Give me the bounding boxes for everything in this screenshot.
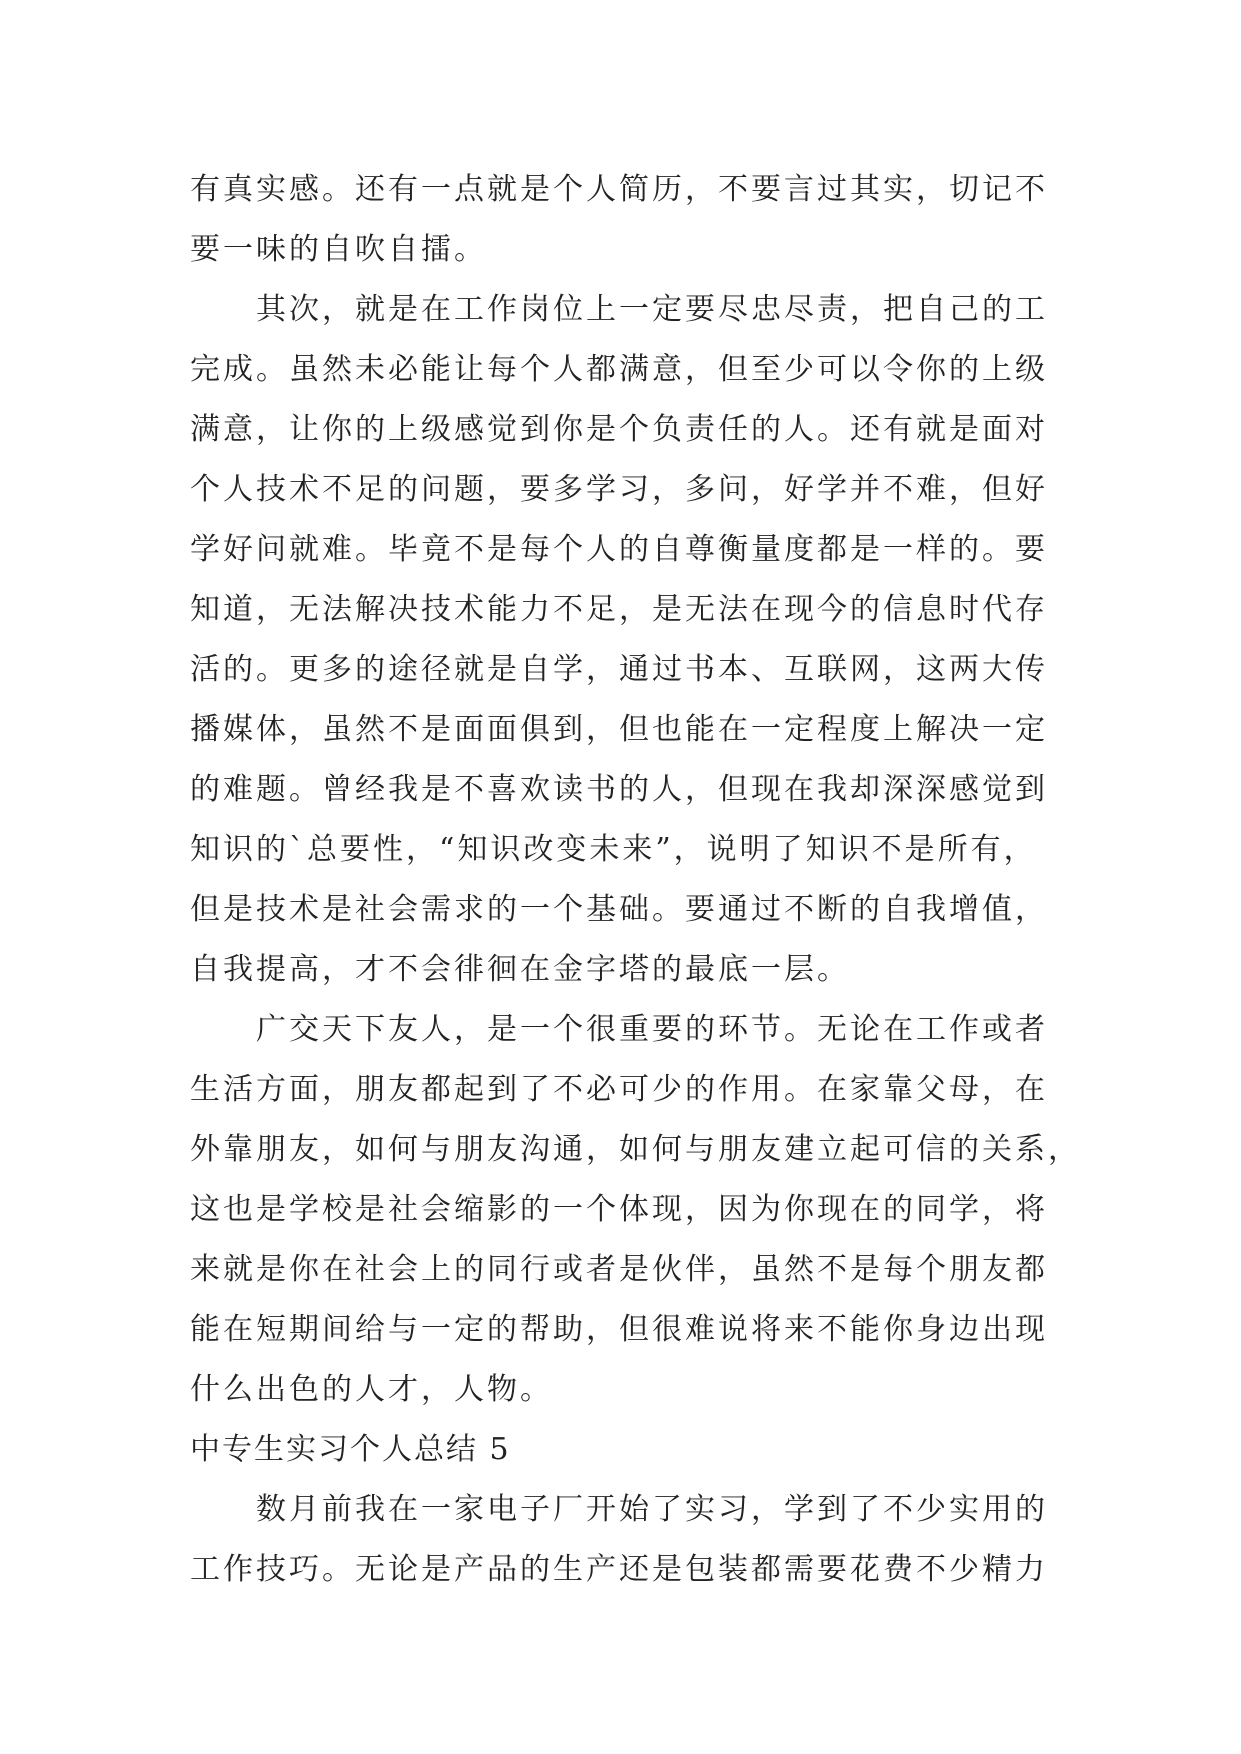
text-line: 能在短期间给与一定的帮助，但很难说将来不能你身边出现 <box>190 1312 1048 1347</box>
text-line: 这也是学校是社会缩影的一个体现，因为你现在的同学，将 <box>190 1192 1048 1227</box>
text-line: 外靠朋友，如何与朋友沟通，如何与朋友建立起可信的关系， <box>190 1132 1081 1167</box>
text-line: 活的。更多的途径就是自学，通过书本、互联网，这两大传 <box>190 652 1048 687</box>
text-line: 要一味的自吹自擂。 <box>190 232 487 267</box>
text-line: 来就是你在社会上的同行或者是伙伴，虽然不是每个朋友都 <box>190 1252 1048 1287</box>
document-body <box>190 160 1081 1600</box>
text-line: 但是技术是社会需求的一个基础。要通过不断的自我增值， <box>190 892 1048 927</box>
text-line: 满意，让你的上级感觉到你是个负责任的人。还有就是面对 <box>190 412 1048 447</box>
text-line: 播媒体，虽然不是面面俱到，但也能在一定程度上解决一定 <box>190 712 1048 747</box>
text-line: 工作技巧。无论是产品的生产还是包装都需要花费不少精力 <box>190 1552 1048 1587</box>
text-line: 知识的`总要性，“知识改变未来”，说明了知识不是所有， <box>190 832 1037 867</box>
text-line: 什么出色的人才，人物。 <box>190 1372 553 1407</box>
text-line: 学好问就难。毕竟不是每个人的自尊衡量度都是一样的。要 <box>190 532 1048 567</box>
text-line: 个人技术不足的问题，要多学习，多问，好学并不难，但好 <box>190 472 1048 507</box>
section-heading: 中专生实习个人总结 5 <box>190 1432 511 1467</box>
paragraph-start-line: 其次，就是在工作岗位上一定要尽忠尽责，把自己的工 <box>256 292 1048 327</box>
text-line: 知道，无法解决技术能力不足，是无法在现今的信息时代存 <box>190 592 1048 627</box>
text-line: 生活方面，朋友都起到了不必可少的作用。在家靠父母，在 <box>190 1072 1048 1107</box>
text-line: 自我提高，才不会徘徊在金字塔的最底一层。 <box>190 952 850 987</box>
text-line: 的难题。曾经我是不喜欢读书的人，但现在我却深深感觉到 <box>190 772 1048 807</box>
paragraph-start-line: 广交天下友人，是一个很重要的环节。无论在工作或者 <box>256 1012 1048 1047</box>
text-line: 完成。虽然未必能让每个人都满意，但至少可以令你的上级 <box>190 352 1048 387</box>
paragraph-start-line: 数月前我在一家电子厂开始了实习，学到了不少实用的 <box>256 1492 1048 1527</box>
text-line: 有真实感。还有一点就是个人简历，不要言过其实，切记不 <box>190 172 1048 207</box>
